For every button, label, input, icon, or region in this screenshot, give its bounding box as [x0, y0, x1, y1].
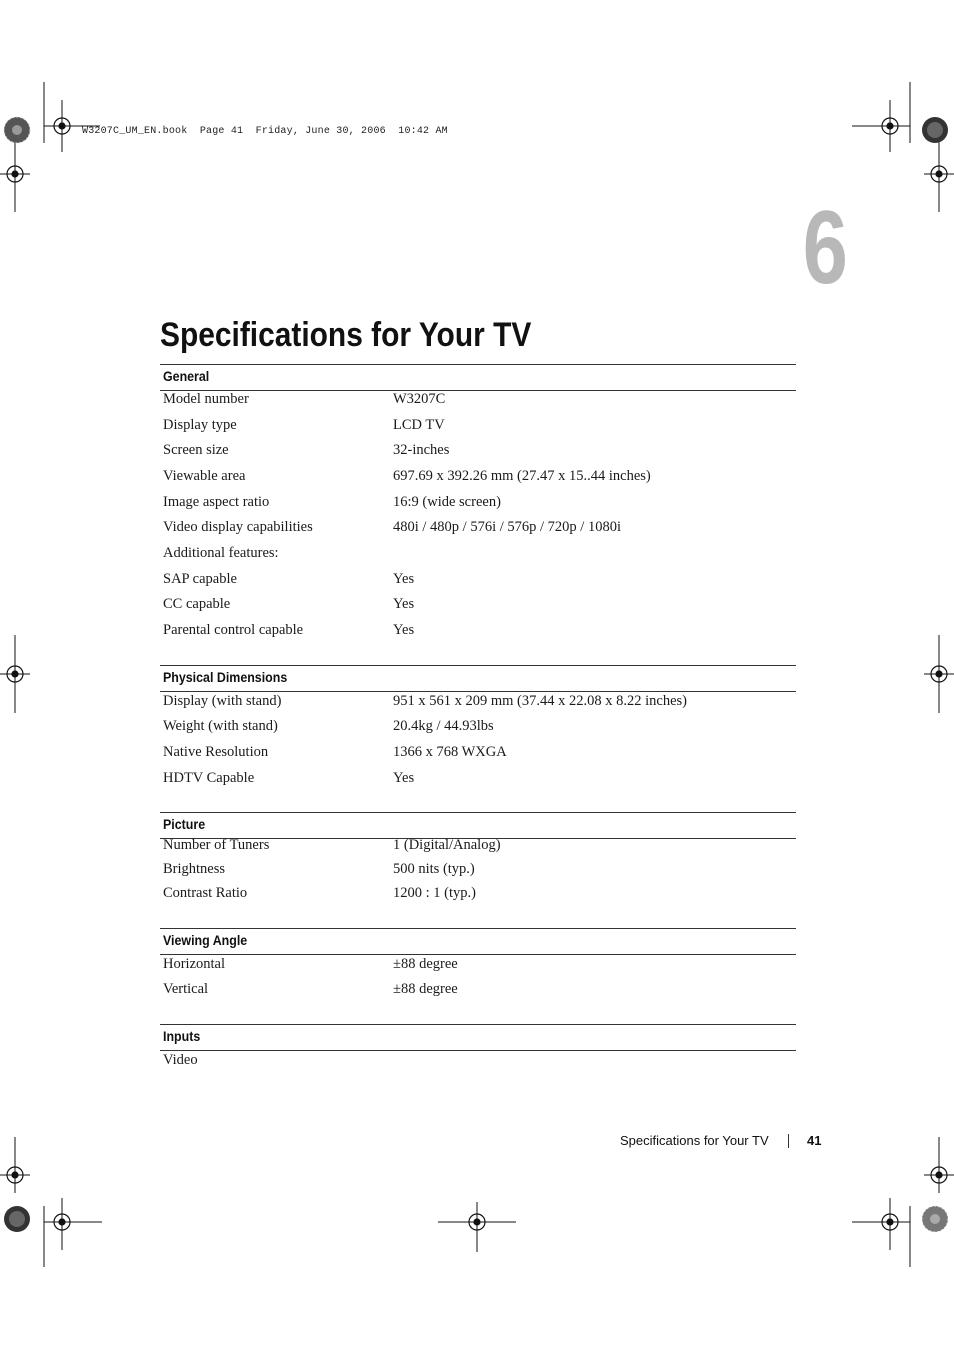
- spec-row: [163, 391, 793, 413]
- section-heading-label: Physical Dimensions: [163, 670, 288, 685]
- section-heading-general: [160, 364, 796, 391]
- spec-row: [163, 596, 793, 618]
- spec-row: [163, 622, 793, 644]
- spec-label: Weight (with stand): [163, 718, 278, 734]
- spec-label: Native Resolution: [163, 744, 269, 760]
- spec-value: LCD TV: [393, 417, 445, 433]
- spec-row: [163, 545, 793, 567]
- spec-label: Vertical: [163, 981, 209, 997]
- spec-label: Contrast Ratio: [163, 885, 248, 901]
- spec-value: 1366 x 768 WXGA: [393, 744, 507, 760]
- spec-value: Yes: [393, 770, 415, 786]
- spec-label: Video display capabilities: [163, 519, 313, 535]
- section-heading-label: Viewing Angle: [163, 933, 248, 948]
- spec-row: [163, 981, 793, 1003]
- spec-label: SAP capable: [163, 571, 237, 587]
- spec-label: Image aspect ratio: [163, 494, 270, 510]
- section-heading-label: Picture: [163, 817, 206, 832]
- spec-row: [163, 693, 793, 715]
- spec-row: [163, 519, 793, 541]
- spec-label: Horizontal: [163, 956, 226, 972]
- spec-label: HDTV Capable: [163, 770, 255, 786]
- spec-label: Additional features:: [163, 545, 279, 561]
- spec-value: 1200 : 1 (typ.): [393, 885, 476, 901]
- spec-label: Number of Tuners: [163, 837, 270, 853]
- print-slug: W3207C_UM_EN.book Page 41 Friday, June 30, 2006 10:42 AM: [82, 126, 448, 137]
- spec-label: Brightness: [163, 861, 226, 877]
- section-heading-viewing-angle: [160, 928, 796, 955]
- section-heading-label: Inputs: [163, 1029, 201, 1044]
- spec-value: 1 (Digital/Analog): [393, 837, 501, 853]
- spec-value: 697.69 x 392.26 mm (27.47 x 15..44 inches): [393, 468, 651, 484]
- page-number: 41: [807, 1133, 822, 1148]
- spec-row: [163, 468, 793, 490]
- spec-row: [163, 718, 793, 740]
- spec-label: Display type: [163, 417, 237, 433]
- spec-value: Yes: [393, 622, 415, 638]
- spec-row: [163, 571, 793, 593]
- footer-chapter-title: Specifications for Your TV: [620, 1133, 769, 1148]
- spec-value: 500 nits (typ.): [393, 861, 475, 877]
- spec-value: 20.4kg / 44.93lbs: [393, 718, 494, 734]
- chapter-number: 6: [802, 190, 848, 306]
- spec-label: Model number: [163, 391, 249, 407]
- section-heading-physical-dimensions: [160, 665, 796, 692]
- spec-value: ±88 degree: [393, 981, 458, 997]
- spec-value: Yes: [393, 596, 415, 612]
- page-title: Specifications for Your TV: [160, 316, 532, 354]
- spec-label: Display (with stand): [163, 693, 282, 709]
- spec-value: 16:9 (wide screen): [393, 494, 501, 510]
- spec-value: 480i / 480p / 576i / 576p / 720p / 1080i: [393, 519, 621, 535]
- spec-label: Parental control capable: [163, 622, 304, 638]
- spec-value: Yes: [393, 571, 415, 587]
- spec-row: [163, 770, 793, 792]
- spec-label: CC capable: [163, 596, 231, 612]
- spec-row: [163, 861, 793, 883]
- spec-row: [163, 494, 793, 516]
- section-heading-inputs: [160, 1024, 796, 1051]
- spec-label: Viewable area: [163, 468, 246, 484]
- spec-value: 32-inches: [393, 442, 450, 458]
- spec-label: Video: [163, 1052, 198, 1068]
- section-heading-label: General: [163, 369, 210, 384]
- spec-row: [163, 417, 793, 439]
- spec-value: 951 x 561 x 209 mm (37.44 x 22.08 x 8.22 inches): [393, 693, 688, 709]
- spec-value: W3207C: [393, 391, 446, 407]
- spec-value: ±88 degree: [393, 956, 458, 972]
- spec-row: [163, 744, 793, 766]
- footer-divider: [788, 1134, 789, 1148]
- spec-label: Screen size: [163, 442, 229, 458]
- spec-row: [163, 956, 793, 978]
- section-heading-picture: [160, 812, 796, 839]
- spec-row: [163, 442, 793, 464]
- spec-row: [163, 1052, 793, 1074]
- spec-row: [163, 837, 793, 859]
- spec-row: [163, 885, 793, 907]
